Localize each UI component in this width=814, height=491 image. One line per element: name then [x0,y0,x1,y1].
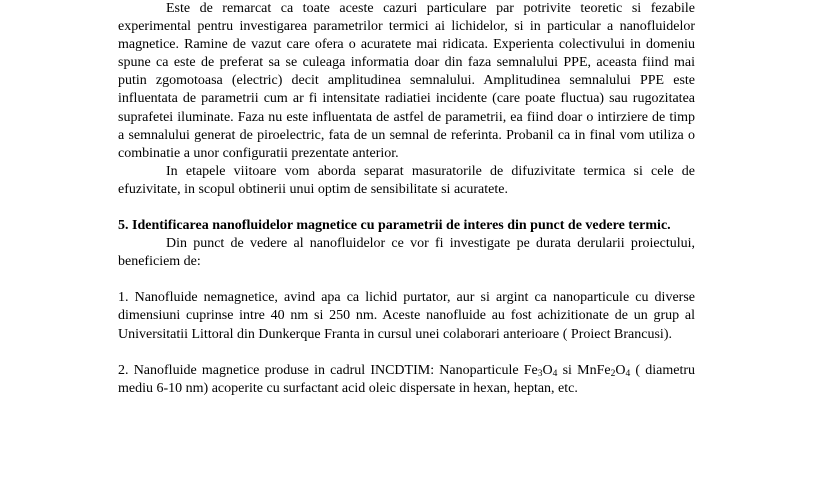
paragraph-remarks: Este de remarcat ca toate aceste cazuri particulare par potrivite teoretic si fezabile experimental pentru investigarea parametrilor termici ai lichidelor, si in particular a nanofluidelor magnetice. Ramine de vazut care ofera o acuratete mai ridicata. Experienta colectivului in domeniu spune ca este de preferat sa se culeaga informatia doar din faza semnalului PPE, aceasta fiind mai putin zgomotoasa (electric) decit amplitudinea semnalului. Amplitudinea semnalului PPE este influentata de parametrii cum ar fi intensitate radiatiei incidente (care poate fluctua) sau rugozitatea suprafetei iluminate. Faza nu este influentata de astfel de parametrii, ea fiind doar o intirziere de timp a semnalului generat de piroelectric, fata de un semnal de referinta. Probanil ca in final vom utiliza o combinatie a unor configuratii prezentate anterior. [118,1,695,161]
subscript: 3 [537,368,543,379]
document-page [118,0,695,398]
paragraph-nanofluids-intro: Din punct de vedere al nanofluidelor ce vor fi investigate pe durata derularii proiectului, beneficiem de: [118,236,695,270]
subscript: 2 [610,368,616,379]
section-heading-5: 5. Identificarea nanofluidelor magnetice cu parametrii de interes din punct de vedere termic. [118,218,671,234]
paragraph-future-stages: In etapele viitoare vom aborda separat masuratorile de difuzivitate termica si cele de efuzivitate, in scopul obtinerii unui optim de sensibilitate si acuratete. [118,163,695,197]
item2-text: O [542,362,553,378]
item2-text: O [615,362,626,378]
subscript: 4 [625,368,631,379]
item2-lead: 2. Nanofluide magnetice produse in cadrul INCDTIM: Nanoparticule Fe [118,362,538,378]
item2-text: si MnFe [557,362,611,378]
item2-tail: ( diametru mediu 6-10 nm) acoperite cu surfactant acid oleic dispersate in hexan, heptan, etc. [118,362,695,396]
subscript: 4 [552,368,558,379]
list-item-magnetic-nanofluids [118,362,695,398]
list-item-nonmagnetic-nanofluids: 1. Nanofluide nemagnetice, avind apa ca lichid purtator, aur si argint ca nanoparticule cu diverse dimensiuni cuprinse intre 40 nm si 250 nm. Aceste nanofluide au fost achizitionate de un grup al Universitatii Littoral din Dunkerque Franta in cursul unei colaborari anterioare ( Proiect Brancusi). [118,290,695,342]
